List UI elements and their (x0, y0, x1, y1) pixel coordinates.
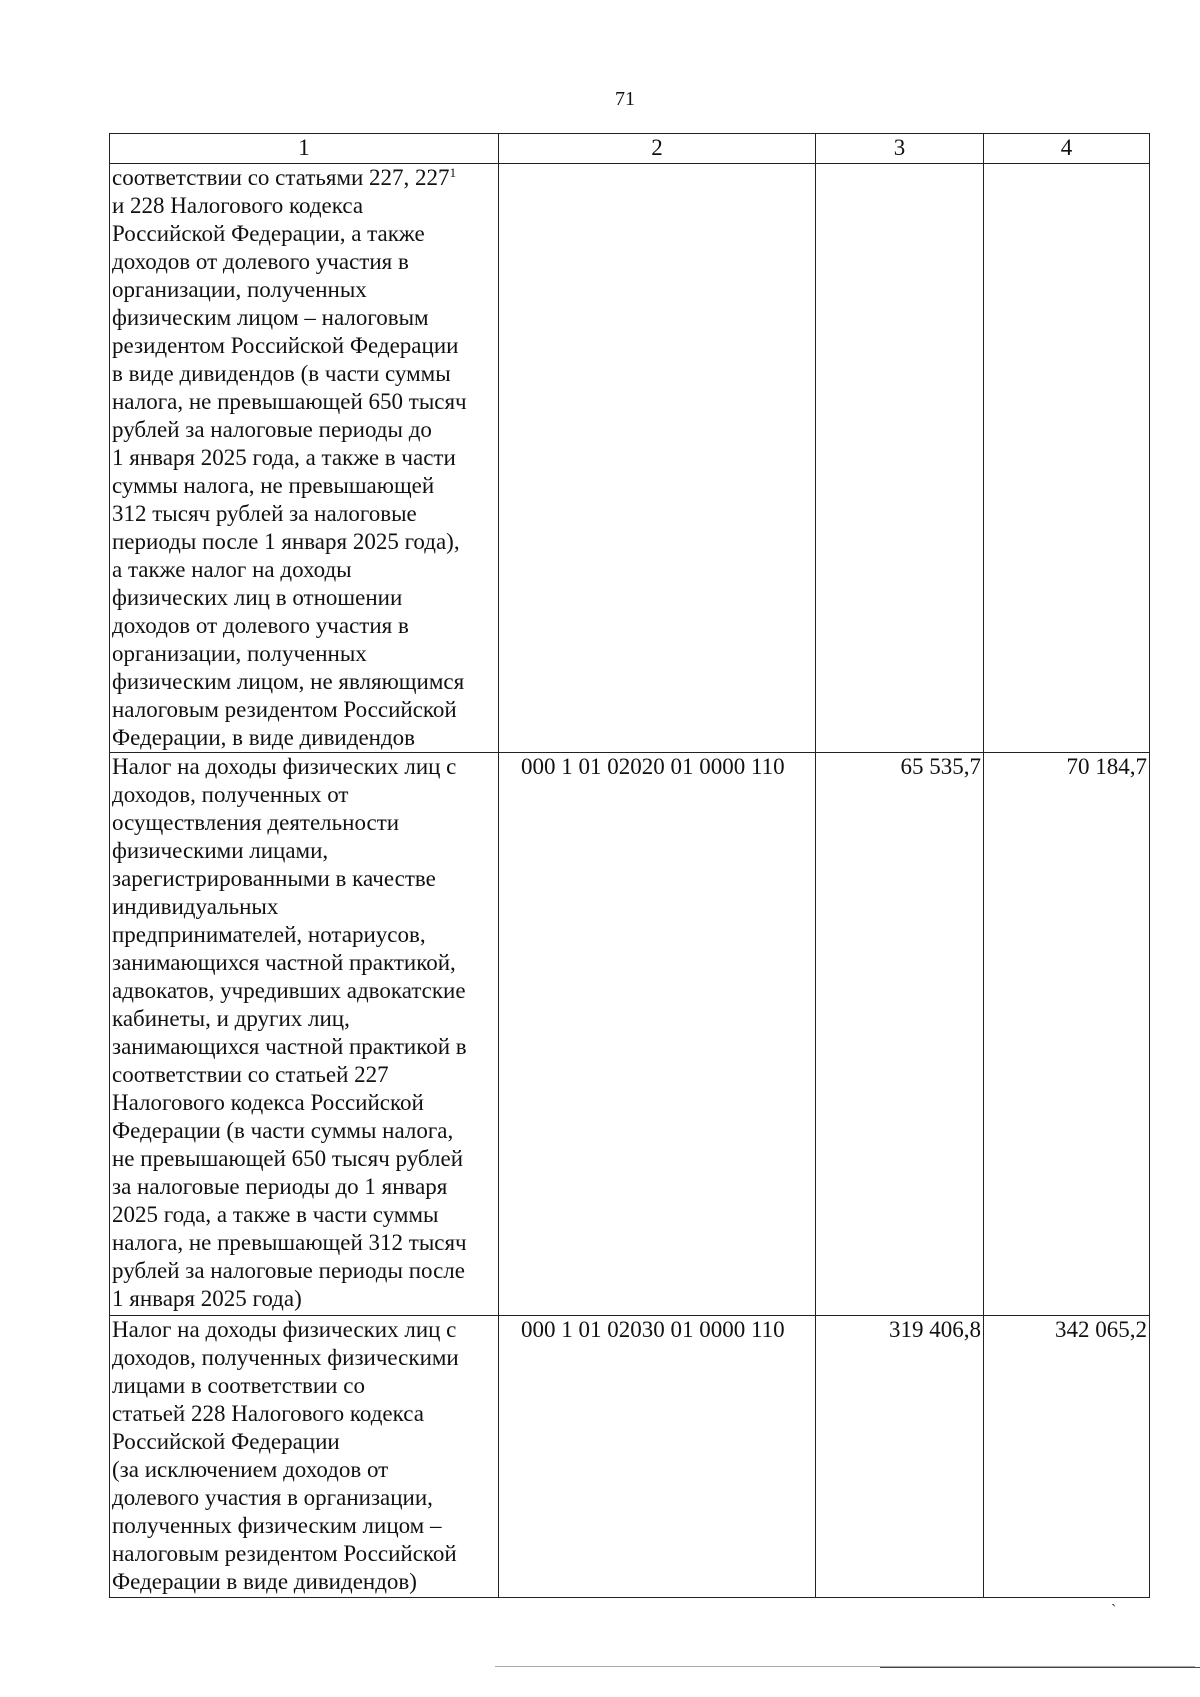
table-row-continuation (110, 164, 1150, 753)
budget-revenue-table (109, 133, 1150, 1598)
row-name-cell: Налог на доходы физических лиц с доходов, полученных физическими лицами в соответствии со статьей 228 Налогового кодекса Российской Федерации (за исключением доходов от долевого участия в организации, полученных физическим лицом – налоговым резидентом Российской Федерации в виде дивидендов) (110, 1316, 499, 1598)
row-name-cell: Налог на доходы физических лиц с доходов, полученных от осуществления деятельности физическими лицами, зарегистрированными в качестве индивидуальных предпринимателей, нотариусов, занимающихся частной практикой, адвокатов, учредивших адвокатские кабинеты, и других лиц, занимающихся частной практикой в соответствии со статьей 227 Налогового кодекса Российской Федерации (в части суммы налога, не превышающей 650 тысяч рублей за налоговые периоды до 1 января 2025 года, а также в части суммы налога, не превышающей 312 тысяч рублей за налоговые периоды после 1 января 2025 года) (110, 753, 499, 1316)
scan-artifact-mark: ˏ (1111, 1590, 1117, 1607)
continuation-name-cell (110, 164, 499, 753)
column-header-2: 2 (499, 134, 816, 164)
continuation-text-start: соответствии со статьями 227, 227 (112, 165, 450, 190)
budget-code-cell: 000 1 01 02030 01 0000 110 (499, 1316, 816, 1598)
value-col3-cell: 319 406,8 (816, 1316, 984, 1598)
value-col4-cell: 70 184,7 (984, 753, 1150, 1316)
continuation-text-rest: и 228 Налогового кодекса Российской Федерации, а также доходов от долевого участия в организации, полученных физическим лицом – налоговым резидентом Российской Федерации в виде дивидендов (в части суммы налога, не превышающей 650 тысяч рублей за налоговые периоды до 1 января 2025 года, а также в части суммы налога, не превышающей 312 тысяч рублей за налоговые периоды после 1 января 2025 года), а также налог на доходы физических лиц в отношении доходов от долевого участия в организации, полученных физическим лицом, не являющимся налоговым резидентом Российской Федерации, в виде дивидендов (112, 193, 467, 750)
scan-artifact-line-strong (880, 1667, 1200, 1668)
budget-code-cell: 000 1 01 02020 01 0000 110 (499, 753, 816, 1316)
column-header-3: 3 (816, 134, 984, 164)
continuation-col3-cell (816, 164, 984, 753)
table-row (110, 1316, 1150, 1598)
column-number-header-row (110, 134, 1150, 164)
value-col3-cell: 65 535,7 (816, 753, 984, 1316)
column-header-1: 1 (110, 134, 499, 164)
table-row (110, 753, 1150, 1316)
footnote-superscript: 1 (449, 165, 457, 180)
column-header-4: 4 (984, 134, 1150, 164)
continuation-col4-cell (984, 164, 1150, 753)
continuation-code-cell (499, 164, 816, 753)
page-number: 71 (615, 88, 635, 110)
value-col4-cell: 342 065,2 (984, 1316, 1150, 1598)
